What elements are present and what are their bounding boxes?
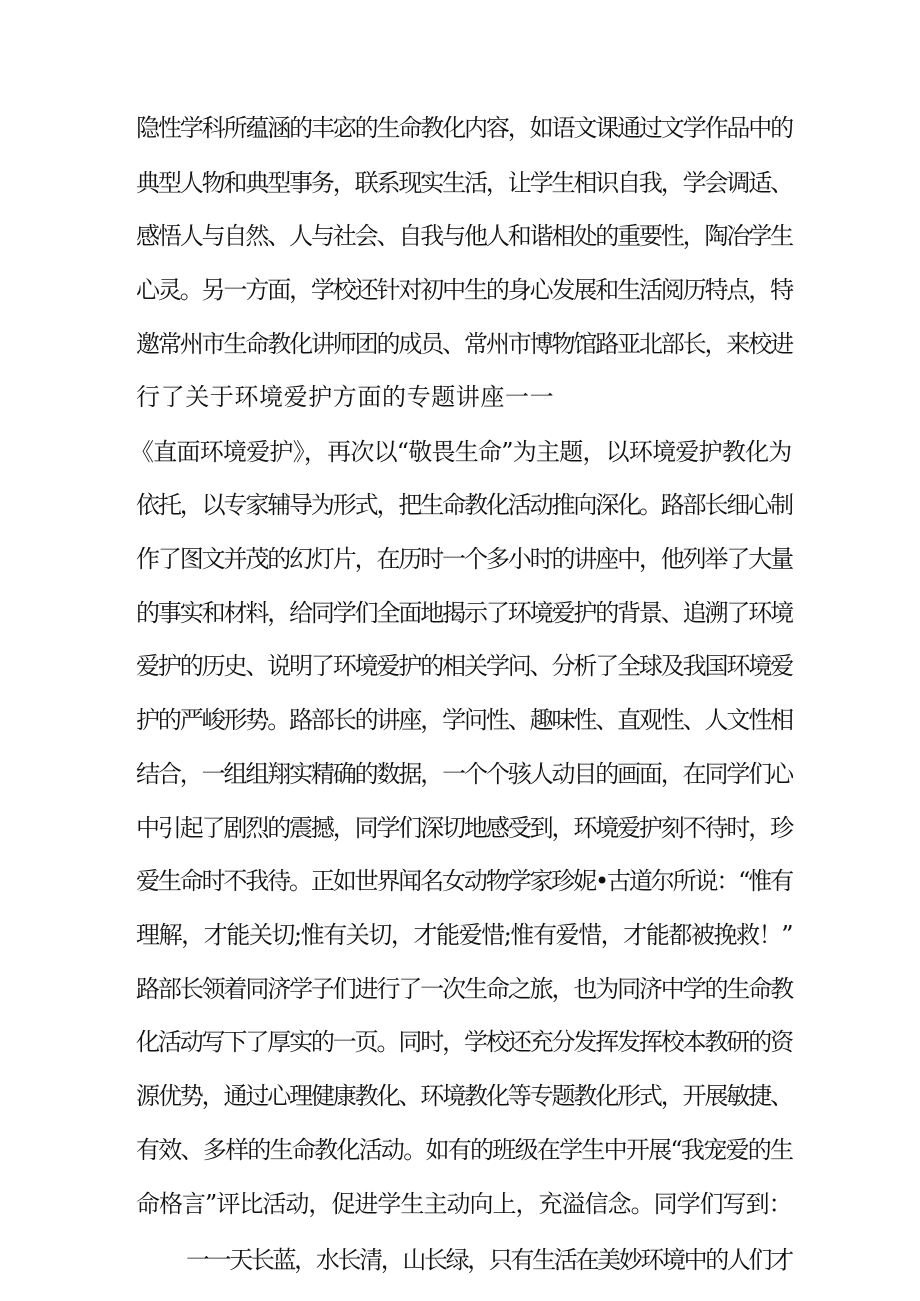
text-line: 邀常州市生命教化讲师团的成员、常州市博物馆路亚北部长，来校进 bbox=[136, 330, 792, 358]
text-line: 行了关于环境爱护方面的专题讲座一一 bbox=[136, 383, 555, 411]
text-line: 有效、多样的生命教化活动。如有的班级在学生中开展“我宠爱的生 bbox=[136, 1136, 793, 1164]
text-line: 护的严峻形势。路部长的讲座，学问性、趣味性、直观性、人文性相 bbox=[136, 706, 792, 734]
text-line: 依托，以专家辅导为形式，把生命教化活动推向深化。路部长细心制 bbox=[136, 491, 792, 519]
text-line: 源优势，通过心理健康教化、环境教化等专题教化形式，开展敏捷、 bbox=[136, 1082, 792, 1110]
text-line: 的事实和材料，给同学们全面地揭示了环境爱护的背景、追溯了环境 bbox=[136, 599, 792, 627]
text-line: 典型人物和典型事务，联系现实生活，让学生相识自我，学会调适、 bbox=[136, 169, 792, 197]
text-line: 理解，才能关切;惟有关切，才能爱惜;惟有爱惜，才能都被挽救！” bbox=[136, 921, 793, 949]
text-line: 《直面环境爱护》，再次以“敬畏生命”为主题，以环境爱护教化为 bbox=[130, 438, 792, 466]
text-line: 隐性学科所蕴涵的丰宓的生命教化内容，如语文课通过文学作品中的 bbox=[136, 114, 792, 142]
text-line: 路部长领着同济学子们进行了一次生命之旅，也为同济中学的生命教 bbox=[136, 975, 792, 1003]
text-line: 爱生命时不我待。正如世界闻名女动物学家珍妮•古道尔所说：“惟有 bbox=[136, 867, 793, 895]
text-line: 结合，一组组翔实精确的数据，一个个骇人动目的画面，在同学们心 bbox=[136, 760, 792, 788]
text-line: 命格言”评比活动，促进学生主动向上，充溢信念。同学们写到： bbox=[136, 1190, 792, 1218]
text-line: 作了图文并茂的幻灯片，在历时一个多小时的讲座中，他列举了大量 bbox=[136, 545, 792, 573]
text-line: 爱护的历史、说明了环境爱护的相关学问、分析了全球及我国环境爱 bbox=[136, 652, 792, 680]
text-line: 化活动写下了厚实的一页。同时，学校还充分发挥发挥校本教研的资 bbox=[136, 1028, 792, 1056]
text-line: 感悟人与自然、人与社会、自我与他人和谐相处的重要性，陶冶学生 bbox=[136, 222, 792, 250]
text-line: 心灵。另一方面，学校还针对初中生的身心发展和生活阅历特点，特 bbox=[136, 276, 792, 304]
text-line: 中引起了剧烈的震撼，同学们深切地感受到，环境爱护刻不待时，珍 bbox=[136, 814, 792, 842]
text-line: 一一天长蓝，水长清，山长绿，只有生活在美妙环境中的人们才 bbox=[186, 1246, 792, 1274]
